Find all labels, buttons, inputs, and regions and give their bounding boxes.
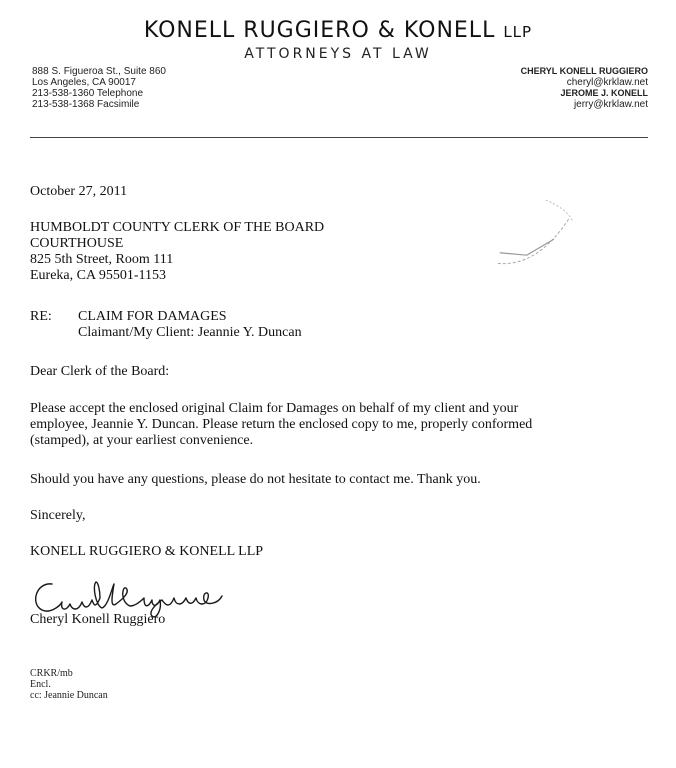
footer-notes: [30, 668, 108, 701]
body-paragraph-2: Should you have any questions, please do not hesitate to contact me. Thank you.: [30, 472, 481, 487]
re-line: Claimant/My Client: Jeannie Y. Duncan: [78, 325, 302, 340]
re-line: CLAIM FOR DAMAGES: [78, 309, 227, 324]
stamp-graphic: [476, 187, 585, 277]
received-stamp: [476, 187, 585, 277]
recipient-line: Eureka, CA 95501-1153: [30, 268, 166, 283]
firm-name-text: KONELL RUGGIERO & KONELL: [143, 18, 496, 43]
recipient-line: COURTHOUSE: [30, 236, 124, 251]
firm-name: [0, 18, 676, 43]
fax-line: 213-538-1368 Facsimile: [32, 99, 140, 110]
header-divider: [30, 137, 648, 138]
recipient-line: HUMBOLDT COUNTY CLERK OF THE BOARD: [30, 220, 325, 235]
attorney-email: jerry@krklaw.net: [573, 99, 648, 110]
salutation: Dear Clerk of the Board:: [30, 364, 170, 379]
body-line: (stamped), at your earliest convenience.: [30, 433, 254, 448]
cc-line: cc: Jeannie Duncan: [30, 690, 108, 701]
attorney-email: cheryl@krklaw.net: [566, 77, 648, 88]
signer-name: Cheryl Konell Ruggiero: [30, 612, 166, 627]
initials-line: CRKR/mb: [30, 668, 73, 679]
address-line: Los Angeles, CA 90017: [32, 77, 136, 88]
firm-address: [32, 66, 166, 110]
closing: Sincerely,: [30, 508, 86, 523]
attorney-name: CHERYL KONELL RUGGIERO: [520, 66, 648, 76]
body-line: employee, Jeannie Y. Duncan. Please return the enclosed copy to me, properly conformed: [30, 417, 533, 432]
attorney-name: JEROME J. KONELL: [560, 88, 648, 98]
attorney-contacts: [521, 66, 648, 110]
body-paragraph: [30, 401, 532, 449]
address-line: 888 S. Figueroa St., Suite 860: [32, 66, 166, 77]
body-line: Please accept the enclosed original Claim for Damages on behalf of my client and your: [30, 401, 519, 416]
recipient-line: 825 5th Street, Room 111: [30, 252, 174, 267]
enclosure-line: Encl.: [30, 679, 51, 690]
letter-date: October 27, 2011: [30, 184, 128, 199]
firm-subtitle: ATTORNEYS AT LAW: [244, 46, 432, 62]
re-subject: [78, 309, 302, 341]
firm-suffix: LLP: [503, 23, 533, 41]
closing-firm: KONELL RUGGIERO & KONELL LLP: [30, 544, 264, 559]
recipient-block: [30, 220, 324, 284]
phone-line: 213-538-1360 Telephone: [32, 88, 144, 99]
re-label: RE:: [30, 309, 52, 324]
